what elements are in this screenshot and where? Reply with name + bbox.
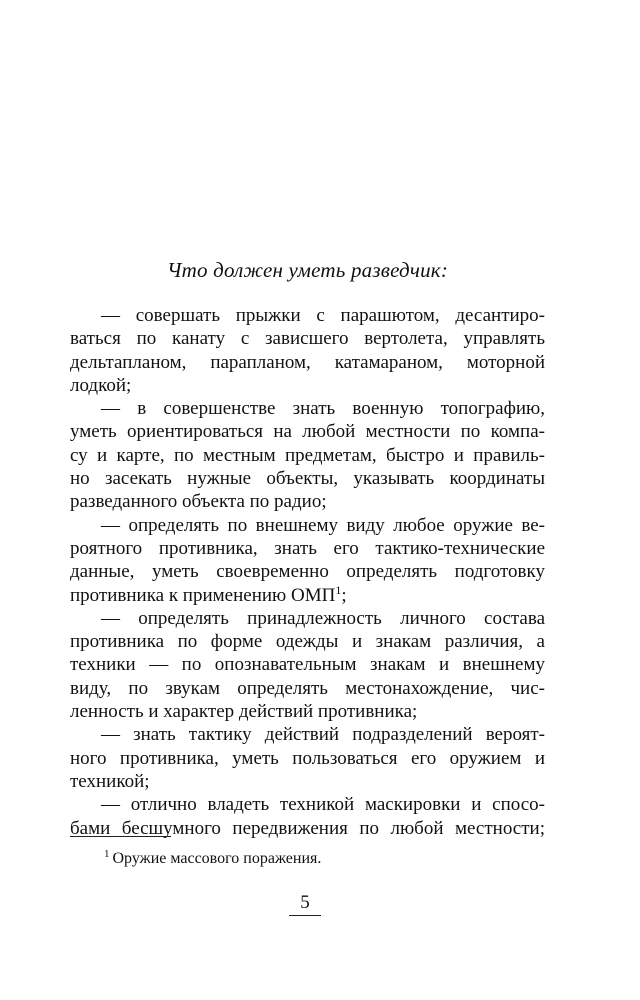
section-heading: Что должен уметь разведчик: bbox=[166, 258, 449, 282]
text-line-content: — совершать прыжки с парашютом, десантиро- bbox=[101, 305, 545, 326]
text-line bbox=[70, 374, 545, 397]
text-line-content: ваться по канату с зависшего вертолета, управлять bbox=[70, 328, 545, 350]
text-line-punctuation: ; bbox=[341, 584, 347, 606]
text-line-content: техники — по опознавательным знакам и внешнему bbox=[70, 654, 545, 676]
text-line bbox=[70, 444, 545, 467]
footnote bbox=[104, 850, 321, 868]
text-line-content: роятного противника, знать его тактико-технические bbox=[70, 537, 545, 559]
page-number: 5 bbox=[289, 892, 321, 916]
text-line-content: — определять по внешнему виду любое оружие ве- bbox=[101, 514, 545, 536]
text-line-content: противника к применению ОМП bbox=[70, 584, 336, 606]
text-line bbox=[70, 700, 545, 723]
text-line-content: дельтапланом, парапланом, катамараном, моторной bbox=[70, 351, 545, 373]
text-line bbox=[70, 653, 545, 676]
text-line bbox=[70, 630, 545, 653]
text-line bbox=[70, 747, 545, 770]
text-line-content: — знать тактику действий подразделений вероят- bbox=[101, 724, 545, 746]
text-line-content: — отлично владеть техникой маскировки и спосо- bbox=[101, 794, 545, 816]
footnote-reference: 1 bbox=[335, 582, 342, 597]
text-line bbox=[70, 793, 545, 816]
text-line-content: — в совершенстве знать военную топографию, bbox=[101, 398, 545, 420]
text-line-content: но засекать нужные объекты, указывать координаты bbox=[70, 468, 545, 490]
text-line-content: ленность и характер действий противника; bbox=[70, 701, 418, 723]
body-text bbox=[70, 304, 545, 840]
text-line bbox=[70, 420, 545, 443]
text-line bbox=[70, 304, 545, 327]
text-line bbox=[70, 677, 545, 700]
text-line-content: бами бесшумного передвижения по любой местности; bbox=[70, 817, 545, 839]
text-line bbox=[70, 607, 545, 630]
text-line bbox=[70, 514, 545, 537]
text-line-content: — определять принадлежность личного состава bbox=[101, 607, 545, 629]
footnote-separator bbox=[70, 836, 171, 837]
text-line bbox=[70, 397, 545, 420]
footnote-text: Оружие массового поражения. bbox=[112, 850, 322, 867]
text-line-content: виду, по звукам определять местонахождение, чис- bbox=[70, 677, 545, 699]
text-line-content: разведанного объекта по радио; bbox=[70, 491, 327, 513]
text-line bbox=[70, 723, 545, 746]
footnote-mark: 1 bbox=[104, 848, 110, 860]
text-line-content: лодкой; bbox=[70, 374, 132, 396]
text-line bbox=[70, 537, 545, 560]
text-line bbox=[70, 560, 545, 583]
text-line bbox=[70, 584, 545, 607]
text-line bbox=[70, 351, 545, 374]
text-line bbox=[70, 770, 545, 793]
text-line bbox=[70, 490, 545, 513]
text-line-content: техникой; bbox=[70, 770, 150, 792]
text-line bbox=[70, 327, 545, 350]
text-line-content: уметь ориентироваться на любой местности по компа- bbox=[70, 421, 545, 443]
text-line-content: данные, уметь своевременно определять подготовку bbox=[70, 561, 545, 583]
text-line bbox=[70, 467, 545, 490]
text-line-content: ного противника, уметь пользоваться его оружием и bbox=[70, 747, 545, 769]
text-line-content: противника по форме одежды и знакам различия, а bbox=[70, 631, 545, 653]
text-line-content: су и карте, по местным предметам, быстро и правиль- bbox=[70, 444, 545, 466]
